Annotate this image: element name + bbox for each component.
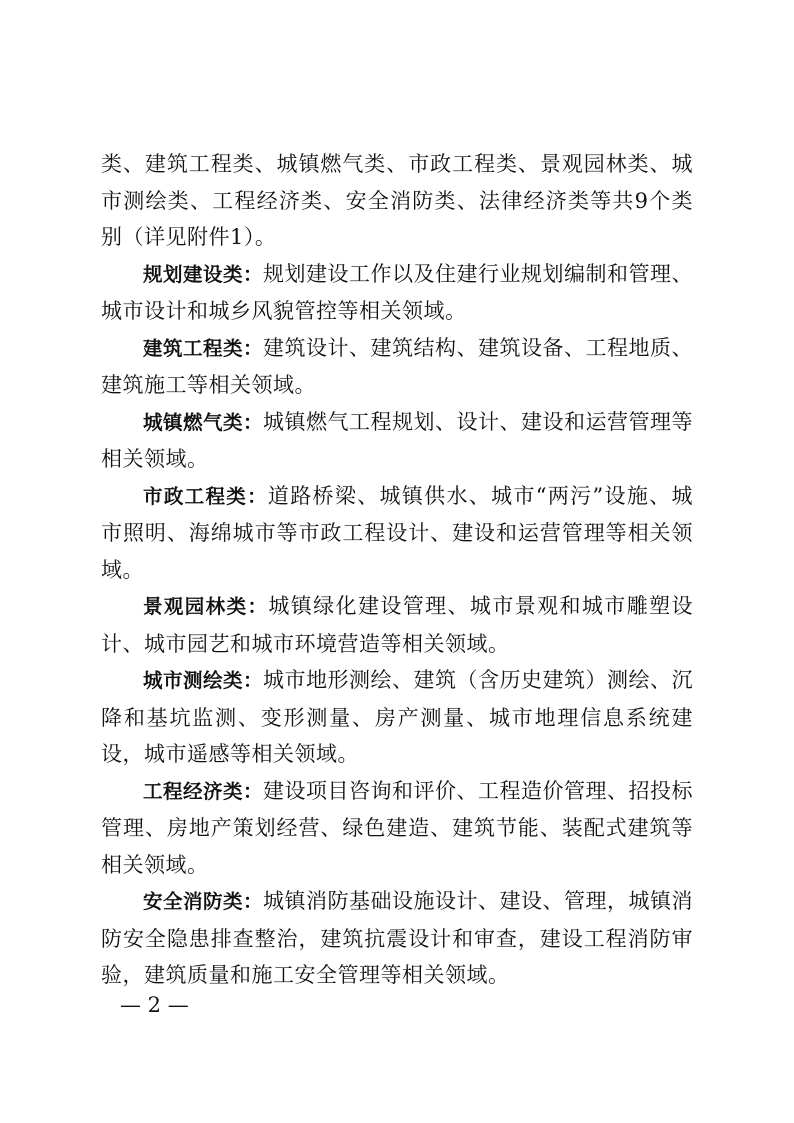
category-surveying <box>101 662 693 773</box>
category-fire-safety <box>101 883 693 994</box>
category-description: 城市地形测绘、建筑（含历史建筑）测绘、沉降和基坑监测、变形测量、房产测量、城市地理信息系统建设，城市遥感等相关领域。 <box>101 668 694 766</box>
category-planning <box>101 256 693 330</box>
category-description: 城镇绿化建设管理、城市景观和城市雕塑设计、城市园艺和城市环境营造等相关领域。 <box>101 594 693 656</box>
category-economics <box>101 773 693 884</box>
category-term: 景观园林类： <box>143 595 269 618</box>
category-description: 建筑设计、建筑结构、建筑设备、工程地质、建筑施工等相关领域。 <box>101 335 694 397</box>
category-gas <box>101 404 693 478</box>
category-description: 建设项目咨询和评价、工程造价管理、招投标管理、房地产策划经营、绿色建造、建筑节能、装配式建筑等相关领域。 <box>101 778 694 877</box>
category-description: 城镇消防基础设施设计、建设、管理，城镇消防安全隐患排查整治，建筑抗震设计和审查，建设工程消防审验，建筑质量和施工安全管理等相关领域。 <box>101 889 694 987</box>
category-term: 规划建设类： <box>143 262 264 286</box>
category-term: 市政工程类： <box>143 484 268 508</box>
category-term: 安全消防类： <box>143 890 264 913</box>
category-architecture <box>101 330 693 404</box>
intro-paragraph: 类、建筑工程类、城镇燃气类、市政工程类、景观园林类、城市测绘类、工程经济类、安全消防类、法律经济类等共9个类别（详见附件1）。 <box>101 152 693 249</box>
category-description: 道路桥梁、城镇供水、城市“两污”设施、城市照明、海绵城市等市政工程设计、建设和运营管理等相关领域。 <box>101 483 693 582</box>
category-term: 建筑工程类： <box>143 336 264 360</box>
category-municipal <box>101 478 693 589</box>
category-landscape <box>101 588 693 662</box>
page-number: — 2 — <box>120 993 189 1017</box>
category-term: 城市测绘类： <box>143 669 264 692</box>
category-description: 城镇燃气工程规划、设计、建设和运营管理等相关领域。 <box>101 409 694 471</box>
category-term: 城镇燃气类： <box>143 410 264 434</box>
category-description: 规划建设工作以及住建行业规划编制和管理、城市设计和城乡风貌管控等相关领域。 <box>101 261 694 323</box>
category-term: 工程经济类： <box>143 779 264 803</box>
body-text <box>101 146 693 994</box>
